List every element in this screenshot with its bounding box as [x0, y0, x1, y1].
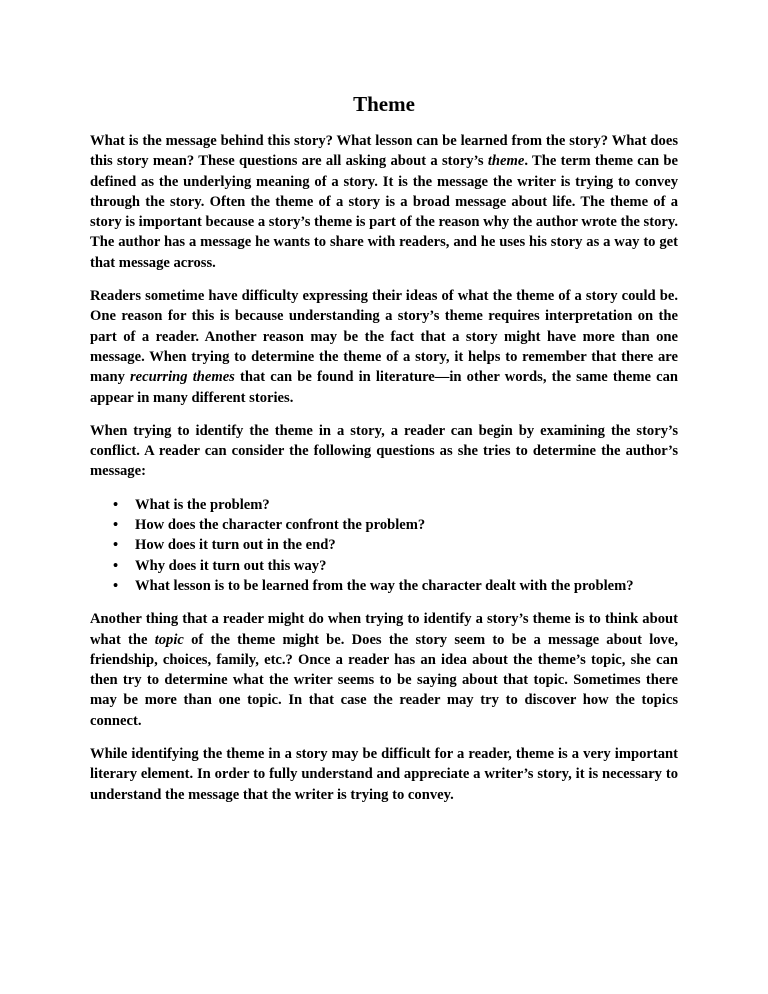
list-item [113, 576, 678, 596]
paragraph-1-text-b: . The term theme can be defined as the underlying meaning of a story. It is the message the writer is trying to convey through the story. Often the theme of a story is a broad message about life. The theme of a story is important because a story’s theme is part of the reason why the author wrote the story. The author has a message he wants to share with readers, and he uses his story as a way to get that message across. [90, 153, 679, 271]
paragraph-4 [90, 609, 678, 731]
paragraph-2 [90, 286, 678, 408]
list-item-text: How does it turn out in the end? [135, 537, 336, 554]
paragraph-3: When trying to identify the theme in a story, a reader can begin by examining the story’s conflict. A reader can consider the following questions as she tries to determine the author’s message: [90, 422, 678, 480]
paragraph-1-text-a: What is the message behind this story? What lesson can be learned from the story? What does this story mean? These questions are all asking about a story’s [90, 133, 678, 170]
list-item-text: What is the problem? [135, 496, 270, 513]
page-title: Theme [353, 92, 415, 116]
document-page [90, 92, 678, 818]
list-item [113, 515, 678, 535]
paragraph-5: While identifying the theme in a story may be difficult for a reader, theme is a very important literary element. In order to fully understand and appreciate a writer’s story, it is necessary to understand the message that the writer is trying to convey. [90, 746, 678, 803]
bullet-icon: • [113, 557, 119, 574]
paragraph-4-text-b: of the theme might be. Does the story seem to be a message about love, friendship, choices, family, etc.? Once a reader has an idea about the theme’s topic, she can then try to determine what the writer seems to be saying about that topic. Sometimes there may be more than one topic. In that case the reader may try to discover how the topics connect. [90, 631, 678, 729]
list-item-text: How does the character confront the problem? [135, 517, 426, 534]
list-item [113, 535, 678, 555]
paragraph-4-emphasis: topic [154, 631, 184, 648]
list-item-text: Why does it turn out this way? [135, 557, 327, 574]
list-item [113, 495, 678, 515]
list-item-text: What lesson is to be learned from the way the character dealt with the problem? [135, 577, 634, 594]
paragraph-2-text-a: Readers sometime have difficulty expressing their ideas of what the theme of a story could be. One reason for this is because understanding a story’s theme requires interpretation on the part of a reader. Another reason may be the fact that a story might have more than one message. When trying to determine the theme of a story, it helps to remember that there are many [90, 288, 678, 386]
bullet-icon: • [113, 496, 119, 513]
paragraph-4-text-a: Another thing that a reader might do when trying to identify a story’s theme is to think about what the [90, 611, 678, 648]
paragraph-2-emphasis: recurring themes [130, 369, 235, 386]
paragraph-2-text-b: that can be found in literature—in other words, the same theme can appear in many different stories. [90, 369, 679, 406]
bullet-icon: • [113, 537, 119, 554]
bullet-icon: • [113, 577, 119, 594]
paragraph-1-emphasis: theme [487, 153, 525, 170]
bullet-icon: • [113, 517, 119, 534]
list-item [113, 556, 678, 576]
question-list [90, 495, 678, 596]
paragraph-1 [90, 131, 678, 273]
